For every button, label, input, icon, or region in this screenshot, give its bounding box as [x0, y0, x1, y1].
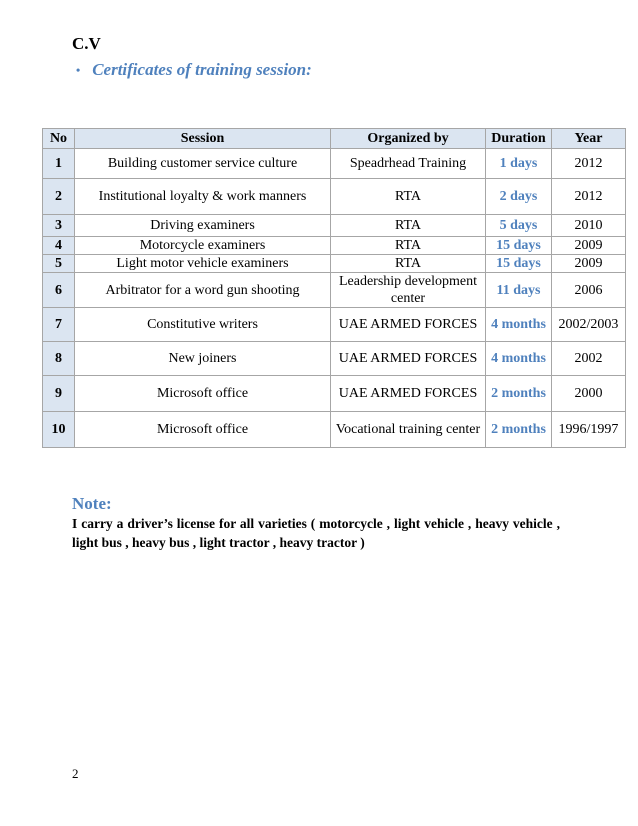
- table-row: [43, 215, 626, 237]
- cell-duration: 2 days: [486, 179, 552, 215]
- page-number: 2: [72, 766, 79, 781]
- cell-session: Driving examiners: [75, 215, 331, 237]
- cell-year: 2002: [552, 342, 626, 376]
- cell-duration: 2 months: [486, 376, 552, 412]
- bullet-icon: •: [76, 62, 81, 77]
- cell-no: 9: [43, 376, 75, 412]
- cell-duration: 4 months: [486, 308, 552, 342]
- cell-year: 2000: [552, 376, 626, 412]
- cell-organized-by: Speadrhead Training: [331, 149, 486, 179]
- cell-no: 5: [43, 255, 75, 273]
- table-row: [43, 179, 626, 215]
- table-row: [43, 237, 626, 255]
- page-title: C.V: [72, 34, 101, 53]
- header-session: Session: [75, 129, 331, 149]
- table-row: [43, 255, 626, 273]
- cell-year: 2009: [552, 255, 626, 273]
- cell-year: 2009: [552, 237, 626, 255]
- cell-organized-by: Vocational training center: [331, 412, 486, 448]
- section-heading-line: [76, 60, 312, 80]
- table-row: [43, 376, 626, 412]
- cell-year: 2006: [552, 273, 626, 308]
- table-row: [43, 342, 626, 376]
- cell-no: 2: [43, 179, 75, 215]
- table-header-row: [43, 129, 626, 149]
- cell-duration: 4 months: [486, 342, 552, 376]
- cell-session: Motorcycle examiners: [75, 237, 331, 255]
- cell-session: Building customer service culture: [75, 149, 331, 179]
- note-text: I carry a driver’s license for all varieties ( motorcycle , light vehicle , heavy vehicle , light bus , heavy bus , light tractor , heavy tractor ): [72, 516, 560, 550]
- cell-no: 4: [43, 237, 75, 255]
- cell-session: Microsoft office: [75, 412, 331, 448]
- cell-year: 2010: [552, 215, 626, 237]
- table-row: [43, 273, 626, 308]
- cell-organized-by: UAE ARMED FORCES: [331, 342, 486, 376]
- cell-no: 10: [43, 412, 75, 448]
- cell-organized-by: RTA: [331, 255, 486, 273]
- cell-session: New joiners: [75, 342, 331, 376]
- header-organized-by: Organized by: [331, 129, 486, 149]
- cell-organized-by: RTA: [331, 179, 486, 215]
- cell-no: 7: [43, 308, 75, 342]
- cell-year: 2012: [552, 149, 626, 179]
- cell-session: Light motor vehicle examiners: [75, 255, 331, 273]
- cell-no: 8: [43, 342, 75, 376]
- cell-year: 2002/2003: [552, 308, 626, 342]
- table-row: [43, 149, 626, 179]
- cell-duration: 1 days: [486, 149, 552, 179]
- cell-duration: 2 months: [486, 412, 552, 448]
- header-no: No: [43, 129, 75, 149]
- section-heading: Certificates of training session:: [92, 60, 312, 79]
- training-sessions-table: [42, 128, 626, 448]
- table-row: [43, 412, 626, 448]
- cell-session: Microsoft office: [75, 376, 331, 412]
- cell-duration: 15 days: [486, 255, 552, 273]
- cell-year: 1996/1997: [552, 412, 626, 448]
- cell-session: Constitutive writers: [75, 308, 331, 342]
- header-duration: Duration: [486, 129, 552, 149]
- table-row: [43, 308, 626, 342]
- note-heading: Note:: [72, 494, 112, 513]
- cell-no: 1: [43, 149, 75, 179]
- cell-no: 3: [43, 215, 75, 237]
- cell-duration: 11 days: [486, 273, 552, 308]
- cell-duration: 5 days: [486, 215, 552, 237]
- header-year: Year: [552, 129, 626, 149]
- cell-organized-by: UAE ARMED FORCES: [331, 376, 486, 412]
- cell-session: Arbitrator for a word gun shooting: [75, 273, 331, 308]
- cell-session: Institutional loyalty & work manners: [75, 179, 331, 215]
- cell-duration: 15 days: [486, 237, 552, 255]
- cell-no: 6: [43, 273, 75, 308]
- cell-year: 2012: [552, 179, 626, 215]
- table-body: [43, 149, 626, 448]
- cell-organized-by: Leadership development center: [331, 273, 486, 308]
- cell-organized-by: UAE ARMED FORCES: [331, 308, 486, 342]
- cell-organized-by: RTA: [331, 215, 486, 237]
- cell-organized-by: RTA: [331, 237, 486, 255]
